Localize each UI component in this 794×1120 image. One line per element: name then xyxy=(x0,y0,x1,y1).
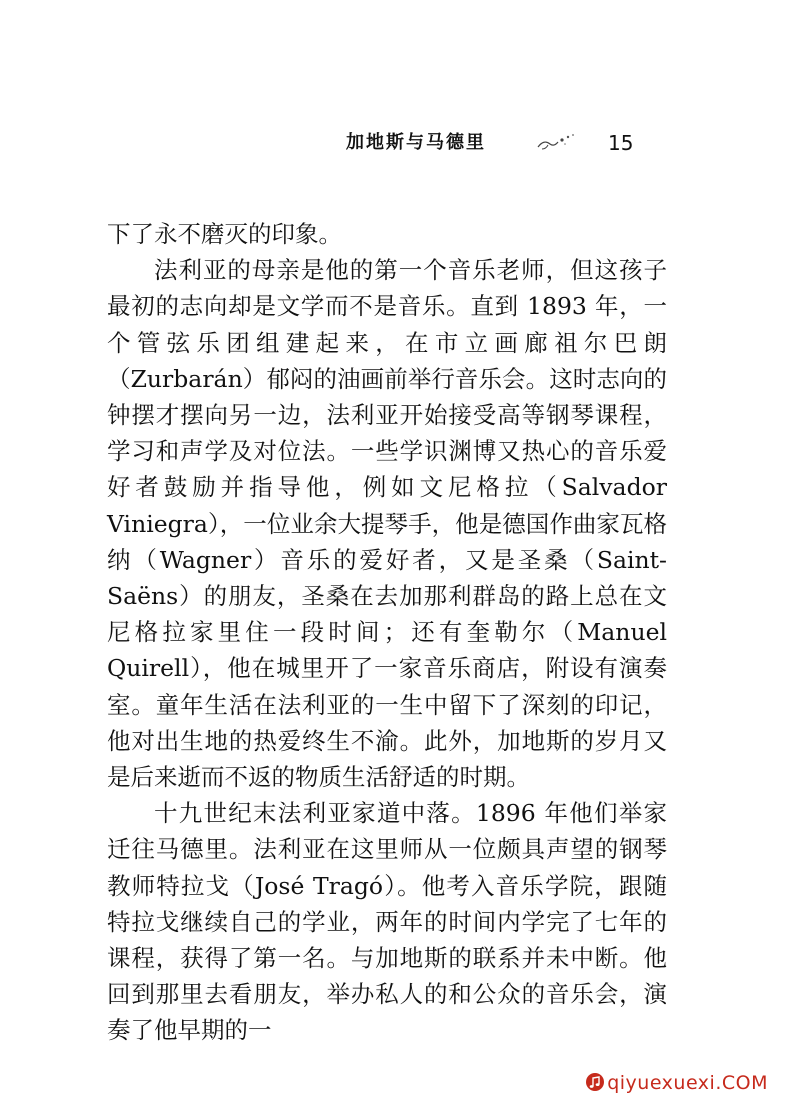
body-text xyxy=(107,216,667,1049)
running-header xyxy=(318,131,648,161)
page-number: 15 xyxy=(608,131,634,155)
site-watermark xyxy=(585,1072,768,1094)
paragraph-1: 下了永不磨灭的印象。 xyxy=(107,220,342,248)
paragraph-3: 十九世纪末法利亚家道中落。1896 年他们举家迁往马德里。法利亚在这里师从一位颇具声望的钢琴教师特拉戈（José Tragó）。他考入音乐学院，跟随特拉戈继续自己的学业，两年的时间内学完了七年的课程，获得了第一名。与加地斯的联系并未中断。他回到那里去看朋友，举办私人的和公众的音乐会，演奏了他早期的一 xyxy=(107,799,667,1045)
chapter-title: 加地斯与马德里 xyxy=(346,132,486,153)
watermark-text: qiyuexuexi.COM xyxy=(607,1072,768,1094)
music-note-icon xyxy=(585,1072,605,1092)
floral-ornament-icon xyxy=(534,131,580,153)
paragraph-2: 法利亚的母亲是他的第一个音乐老师，但这孩子最初的志向却是文学而不是音乐。直到 1893 年，一个管弦乐团组建起来，在市立画廊祖尔巴朗（Zurbarán）郁闷的油画前举行音乐会。这时志向的钟摆才摆向另一边，法利亚开始接受高等钢琴课程，学习和声学及对位法。一些学识渊博又热心的音乐爱好者鼓励并指导他，例如文尼格拉（Salvador Viniegra），一位业余大提琴手，他是德国作曲家瓦格纳（Wagner）音乐的爱好者，又是圣桑（Saint-Saëns）的朋友，圣桑在去加那利群岛的路上总在文尼格拉家里住一段时间；还有奎勒尔（Manuel Quirell），他在城里开了一家音乐商店，附设有演奏室。童年生活在法利亚的一生中留下了深刻的印记，他对出生地的热爱终生不渝。此外，加地斯的岁月又是后来逝而不返的物质生活舒适的时期。 xyxy=(107,256,667,792)
